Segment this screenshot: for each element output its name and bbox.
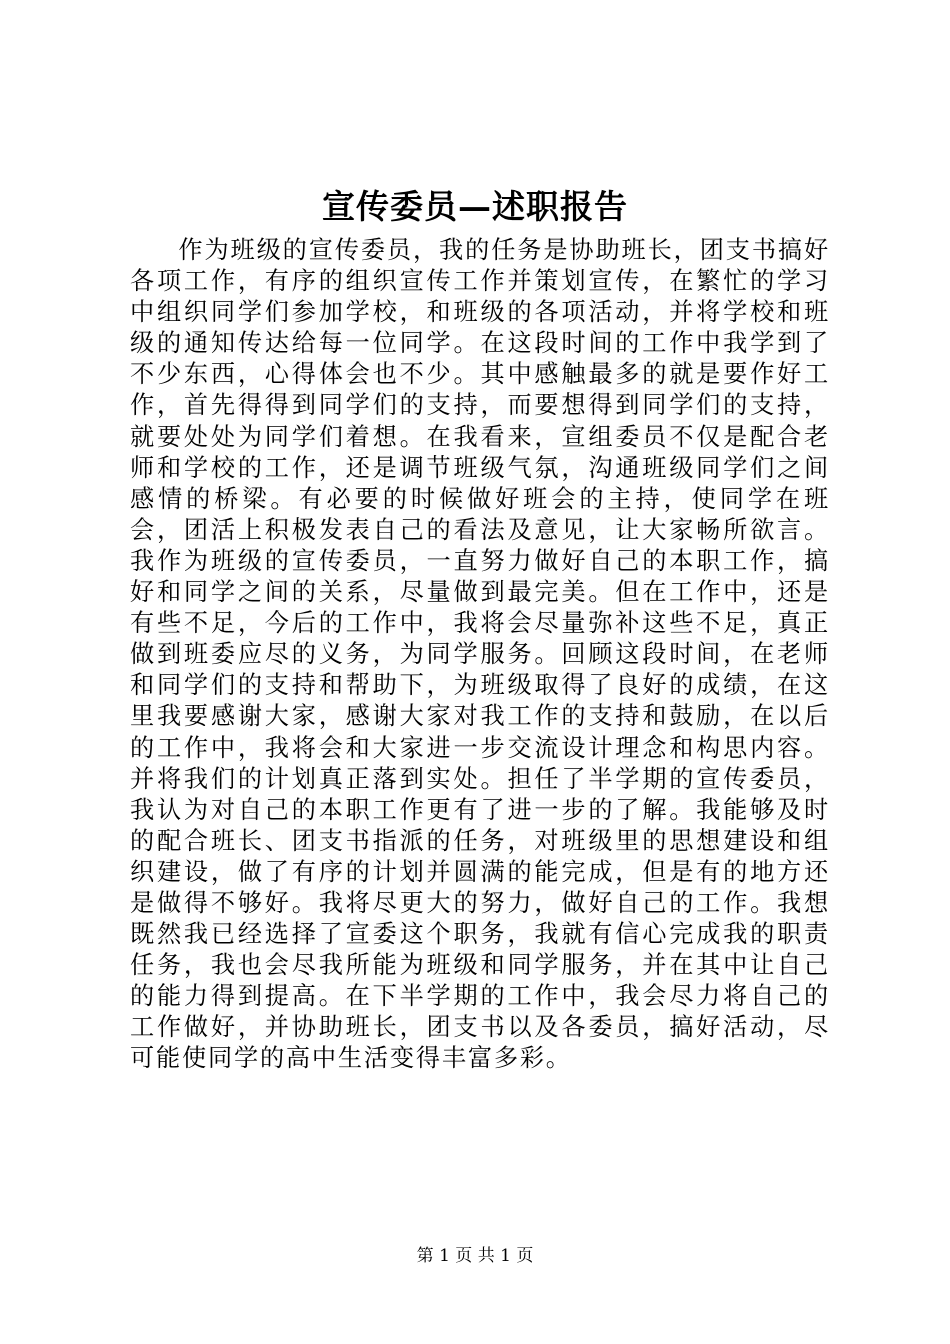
document-body: 作为班级的宣传委员，我的任务是协助班长，团支书搞好各项工作，有序的组织宣传工作并策划宣传，在繁忙的学习中组织同学们参加学校，和班级的各项活动，并将学校和班级的通知传达给每一位同学。在这段时间的工作中我学到了不少东西，心得体会也不少。其中感触最多的就是要作好工作，首先得得到同学们的支持，而要想得到同学们的支持，就要处处为同学们着想。在我看来，宣组委员不仅是配合老师和学校的工作，还是调节班级气氛，沟通班级同学们之间感情的桥梁。有必要的时候做好班会的主持，使同学在班会，团活上积极发表自己的看法及意见，让大家畅所欲言。我作为班级的宣传委员，一直努力做好自己的本职工作，搞好和同学之间的关系，尽量做到最完美。但在工作中，还是有些不足，今后的工作中，我将会尽量弥补这些不足，真正做到班委应尽的义务，为同学服务。回顾这段时间，在老师和同学们的支持和帮助下，为班级取得了良好的成绩，在这里我要感谢大家，感谢大家对我工作的支持和鼓励，在以后的工作中，我将会和大家进一步交流设计理念和构思内容。并将我们的计划真正落到实处。担任了半学期的宣传委员，我认为对自己的本职工作更有了进一步的了解。我能够及时的配合班长、团支书指派的任务，对班级里的思想建设和组织建设，做了有序的计划并圆满的能完成，但是有的地方还是做得不够好。我将尽更大的努力，做好自己的工作。我想既然我已经选择了宣委这个职务，我就有信心完成我的职责任务，我也会尽我所能为班级和同学服务，并在其中让自己的能力得到提高。在下半学期的工作中，我会尽力将自己的工作做好，并协助班长，团支书以及各委员，搞好活动，尽可能使同学的高中生活变得丰富多彩。 [130,236,830,1073]
document-title: 宣传委员—述职报告 [322,187,628,226]
page-footer: 第 1 页 共 1 页 [416,1246,534,1266]
